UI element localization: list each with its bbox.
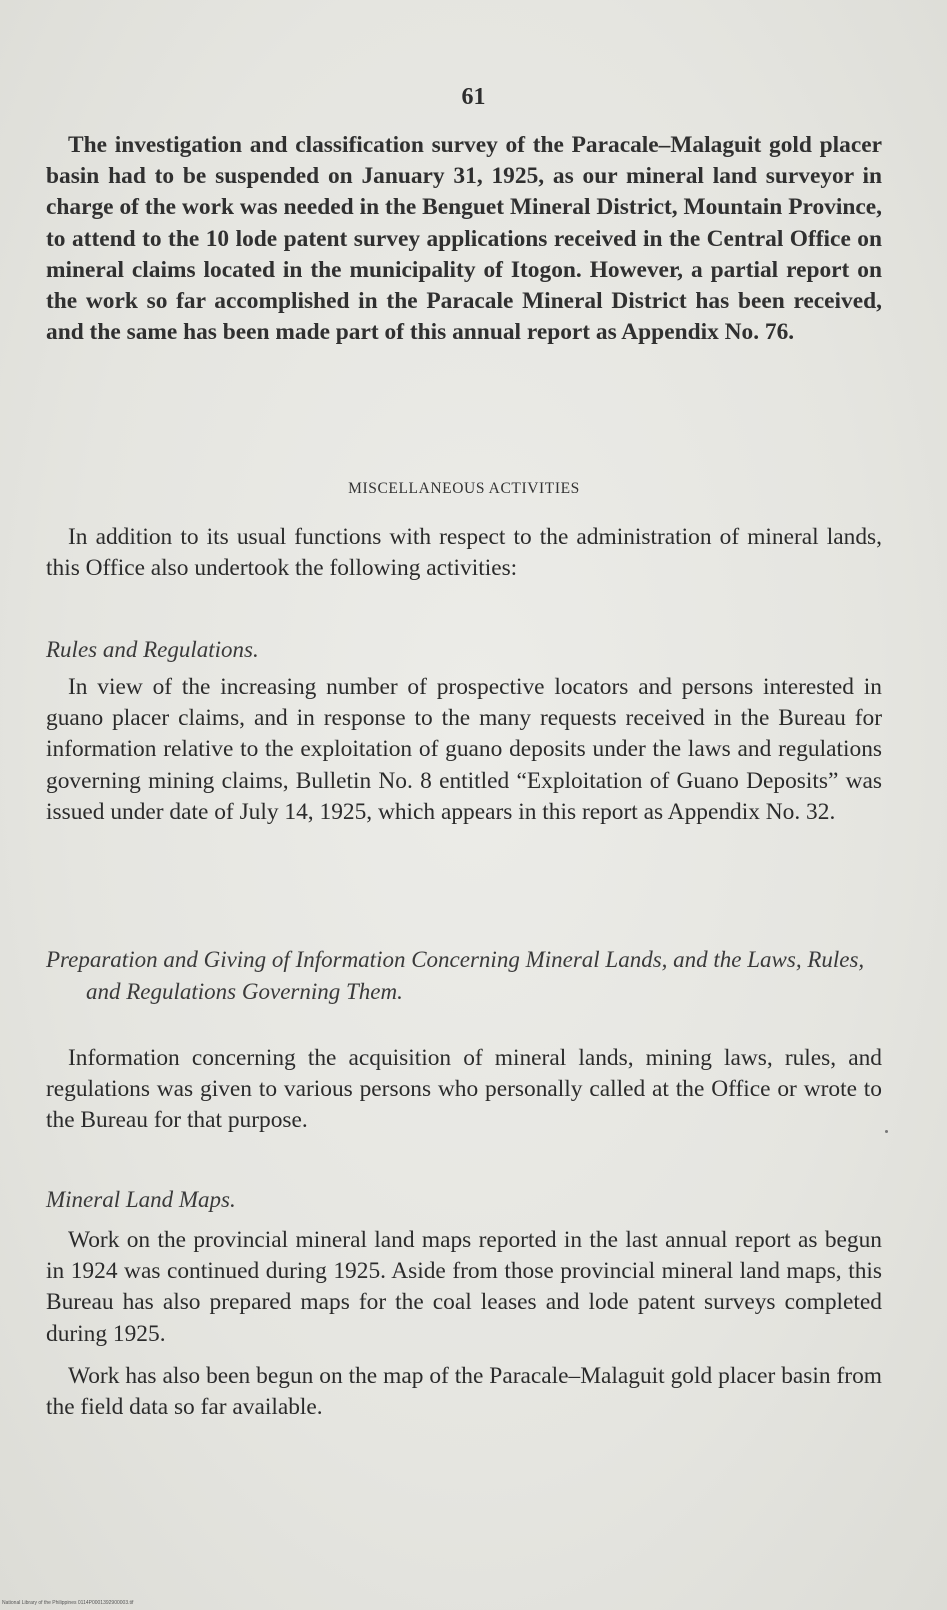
paragraph-map-begun xyxy=(46,1361,882,1423)
paragraph-additional-functions xyxy=(46,522,882,584)
paragraph-text: The investigation and classification survey of the Paracale–Malaguit gold placer basin had to be suspended on January 31, 1925, as our mineral land surveyor in charge of the work was needed in the Benguet Mineral District, Mountain Province, to attend to the 10 lode patent survey applications received in the Central Office on mineral claims located in the municipality of Itogon. However, a partial report on the work so far accomplished in the Paracale Mineral District has been received, and the same has been made part of this annual report as Appendix No. 76. xyxy=(46,132,882,346)
paragraph-text: In addition to its usual functions with respect to the administration of mineral lands, this Office also undertook the following activities: xyxy=(46,524,882,582)
scan-speck xyxy=(885,1130,888,1133)
subheading-maps-block xyxy=(46,1184,882,1216)
subheading-information-block xyxy=(46,944,882,1007)
paragraph-paracale-survey xyxy=(46,130,882,348)
subheading-information: Preparation and Giving of Information Concerning Mineral Lands, and the Laws, Rules, and Regulations Governing Them. xyxy=(46,947,865,1004)
subheading-mineral-land-maps: Mineral Land Maps. xyxy=(46,1187,236,1212)
page-number: 61 xyxy=(461,84,486,110)
paragraph-maps xyxy=(46,1225,882,1350)
subheading-rules-regulations: Rules and Regulations. xyxy=(46,637,259,662)
paragraph-guano xyxy=(46,672,882,828)
paragraph-text: Work on the provincial mineral land maps reported in the last annual report as begun in 1924 was continued during 1925. Aside from those provincial mineral land maps, this Bureau has also prepared maps for the coal leases and lode patent surveys completed during 1925. xyxy=(46,1227,882,1347)
paragraph-text: In view of the increasing number of prospective locators and persons interested in guano placer claims, and in response to the many requests received in the Bureau for information relative to the exploitation of guano deposits under the laws and regulations governing mining claims, Bulletin No. 8 entitled “Exploitation of Guano Deposits” was issued under date of July 14, 1925, which appears in this report as Appendix No. 32. xyxy=(46,674,882,825)
section-heading-block xyxy=(46,480,882,498)
subheading-rules-block xyxy=(46,634,882,666)
paragraph-text: Information concerning the acquisition of mineral lands, mining laws, rules, and regulations was given to various persons who personally called at the Office or wrote to the Bureau for that purpose. xyxy=(46,1045,882,1134)
section-heading: MISCELLANEOUS ACTIVITIES xyxy=(348,480,580,497)
paragraph-text: Work has also been begun on the map of the Paracale–Malaguit gold placer basin from the field data so far available. xyxy=(46,1363,882,1421)
paragraph-information xyxy=(46,1043,882,1137)
scan-credit: National Library of the Philippines 0114P0001392900003.tif xyxy=(2,1600,134,1606)
